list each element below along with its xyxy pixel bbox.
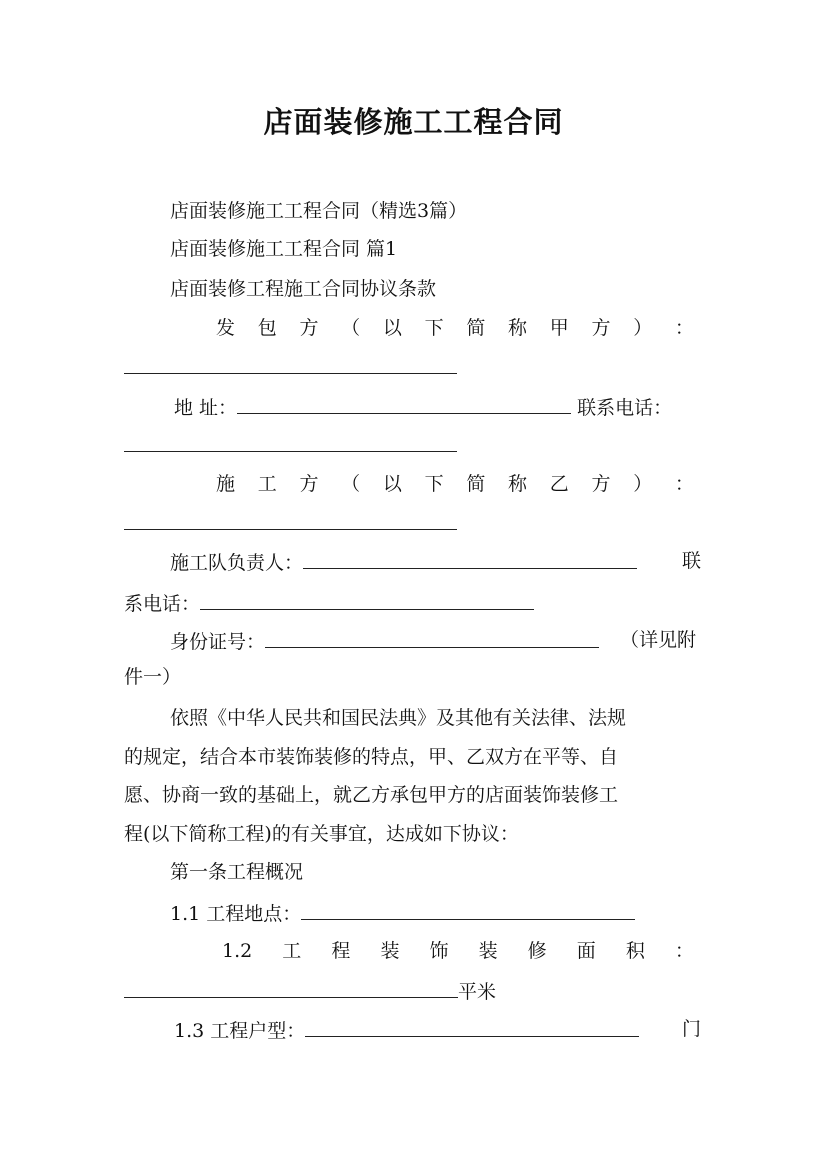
char: 方: [591, 473, 611, 495]
char: 称: [508, 317, 528, 339]
char: 修: [527, 940, 547, 962]
char: 工: [257, 473, 277, 495]
address-label: 地 址：: [174, 397, 238, 419]
char: 下: [424, 317, 444, 339]
phone-a-blank[interactable]: [124, 450, 457, 452]
article-one-heading: 第一条工程概况: [170, 861, 304, 883]
char: 面: [576, 940, 596, 962]
char: 程: [331, 940, 351, 962]
leader-phone-line: [124, 589, 534, 617]
party-a-line: [216, 315, 694, 341]
paragraph-line: 程(以下简称工程)的有关事宜，达成如下协议：: [124, 823, 519, 845]
char: 方: [299, 473, 319, 495]
party-a-blank[interactable]: [124, 372, 457, 374]
char: （: [341, 317, 361, 339]
char: （: [341, 473, 361, 495]
paragraph-line: 依照《中华人民共和国民法典》及其他有关法律、法规: [170, 707, 627, 729]
id-line: [170, 627, 599, 655]
char: 施: [216, 473, 236, 495]
address-line: [174, 393, 672, 421]
char: 乙: [549, 473, 569, 495]
area-blank[interactable]: [124, 977, 458, 998]
char: 发: [216, 317, 236, 339]
leader-blank[interactable]: [303, 548, 637, 569]
paragraph-line: 愿、协商一致的基础上，就乙方承包甲方的店面装饰装修工: [124, 784, 619, 806]
char: 甲: [549, 317, 569, 339]
char: ）: [633, 473, 653, 495]
char: 简: [466, 473, 486, 495]
char: 方: [299, 317, 319, 339]
char: 1.2: [222, 940, 253, 962]
leader-phone-blank[interactable]: [200, 589, 534, 610]
layout-tail: 门: [682, 1018, 702, 1040]
char: 装: [380, 940, 400, 962]
phone-label: 联系电话：: [577, 397, 673, 419]
char: 以: [382, 317, 402, 339]
char: ：: [674, 473, 694, 495]
document-title: 店面装修施工工程合同: [263, 105, 564, 139]
area-value-line: [124, 977, 496, 1005]
site-line: [170, 899, 635, 927]
leader-label: 施工队负责人：: [170, 552, 304, 574]
id-label: 身份证号：: [170, 631, 266, 653]
char: 简: [466, 317, 486, 339]
address-blank[interactable]: [237, 393, 571, 414]
layout-label: 1.3 工程户型：: [174, 1020, 306, 1042]
char: 下: [424, 473, 444, 495]
leader-phone-tail: 联: [682, 550, 702, 572]
clause-heading: 店面装修工程施工合同协议条款: [170, 278, 437, 300]
layout-blank[interactable]: [305, 1016, 639, 1037]
paragraph-line: 的规定，结合本市装饰装修的特点，甲、乙双方在平等、自: [124, 746, 619, 768]
area-line: [222, 938, 694, 964]
site-label: 1.1 工程地点：: [170, 903, 302, 925]
site-blank[interactable]: [301, 899, 635, 920]
char: ：: [674, 317, 694, 339]
article-heading: 店面装修施工工程合同 篇1: [170, 238, 398, 260]
layout-line: [174, 1016, 639, 1044]
char: 装: [478, 940, 498, 962]
char: 饰: [429, 940, 449, 962]
char: 包: [257, 317, 277, 339]
char: 称: [508, 473, 528, 495]
area-unit: 平米: [458, 981, 497, 1003]
char: ：: [674, 940, 694, 962]
char: 工: [282, 940, 302, 962]
id-blank[interactable]: [265, 627, 599, 648]
leader-line: [170, 548, 637, 576]
party-b-line: [216, 471, 694, 497]
char: 积: [625, 940, 645, 962]
char: ）: [633, 317, 653, 339]
char: 以: [382, 473, 402, 495]
party-b-blank[interactable]: [124, 528, 457, 530]
subtitle-line: 店面装修施工工程合同（精选3篇）: [170, 200, 468, 222]
char: 方: [591, 317, 611, 339]
leader-phone-label: 系电话：: [124, 593, 201, 615]
id-note-cont: 件一）: [124, 666, 182, 688]
id-note: （详见附: [620, 629, 697, 651]
